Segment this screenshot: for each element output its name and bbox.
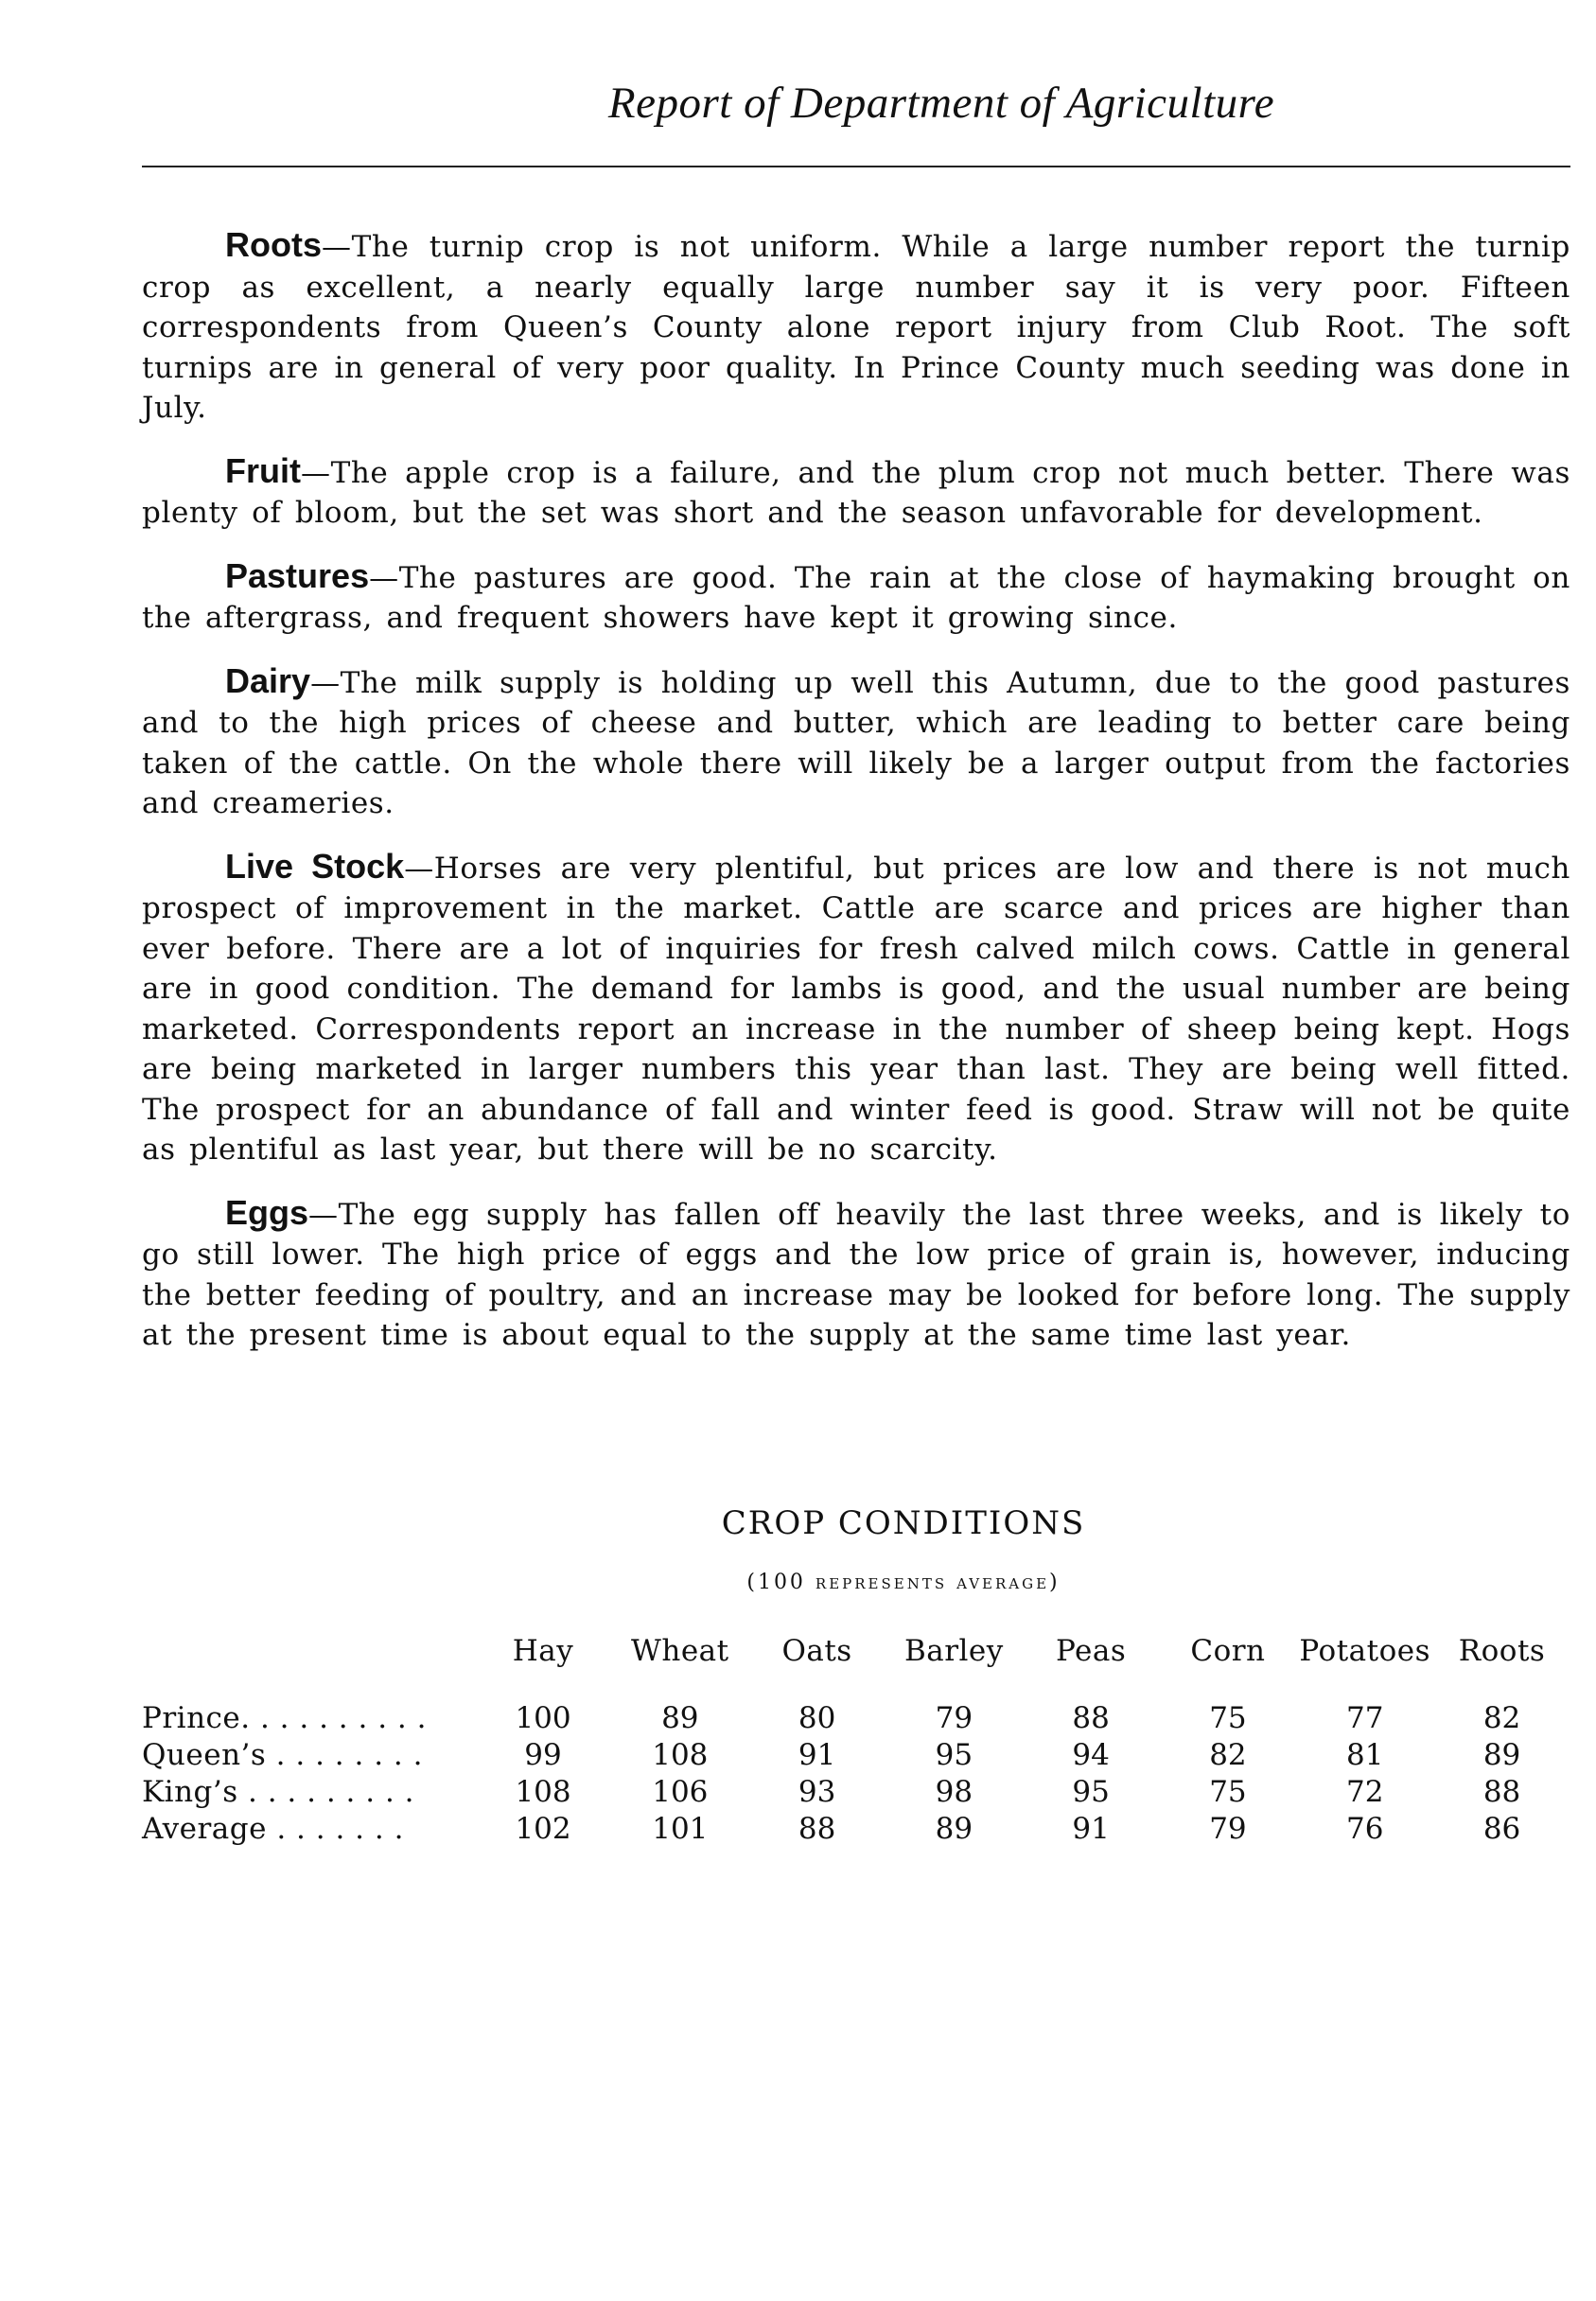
table-cell: 94 xyxy=(1072,1738,1110,1772)
paragraph-text: —The milk supply is holding up well this Autumn, due to the good pastures and to the high prices of cheese and butter, which are leading to better care being taken of the cattle. On the whole there will likely be a larger output from the factories and creameries. xyxy=(142,665,1570,820)
table-cell: 88 xyxy=(798,1812,836,1846)
paragraph-lead: Eggs xyxy=(225,1192,309,1232)
report-body xyxy=(142,225,1570,1379)
paragraph-text: —Horses are very plentiful, but prices are low and there is not much prospect of improvement in the market. Cattle are scarce and prices are higher than ever before. There are a lot of inquiries for fresh calved milch cows. Cattle in general are in good condition. The demand for lambs is good, and the usual number are being marketed. Correspondents report an increase in the number of sheep being kept. Hogs are being marketed in larger numbers this year than last. They are being well fitted. The prospect for an abundance of fall and winter feed is good. Straw will not be quite as plentiful as last year, but there will be no scarcity. xyxy=(142,851,1570,1167)
table-subtitle: (100 represents average) xyxy=(746,1571,1061,1594)
paragraph-lead: Dairy xyxy=(225,660,311,700)
table-header-row xyxy=(142,1632,1570,1700)
table-cell: 86 xyxy=(1482,1812,1521,1846)
table-cell: 93 xyxy=(798,1775,836,1809)
table-cell: 88 xyxy=(1072,1701,1110,1735)
table-cell: 108 xyxy=(652,1738,709,1772)
paragraph-text: —The apple crop is a failure, and the plum crop not much better. There was plenty of bloom, but the set was short and the season unfavorable for development. xyxy=(142,455,1570,530)
table-cell: 79 xyxy=(935,1701,973,1735)
column-header: Corn xyxy=(1190,1634,1266,1668)
header-rule xyxy=(142,166,1570,167)
table-cell: 95 xyxy=(935,1738,973,1772)
table-cell: 81 xyxy=(1345,1738,1384,1772)
table-cell: 101 xyxy=(652,1812,709,1846)
row-label: Queen’s . . . . . . . . xyxy=(142,1738,423,1772)
table-cell: 72 xyxy=(1345,1775,1384,1809)
table-cell: 76 xyxy=(1345,1812,1384,1846)
table-row xyxy=(142,1811,1570,1848)
table-cell: 80 xyxy=(798,1701,836,1735)
table-cell: 91 xyxy=(798,1738,836,1772)
running-header: Report of Department of Agriculture xyxy=(607,79,1275,128)
paragraph-pastures xyxy=(142,556,1570,639)
paragraph-eggs xyxy=(142,1193,1570,1356)
table-cell: 98 xyxy=(935,1775,973,1809)
paragraph-fruit xyxy=(142,451,1570,534)
paragraph-text: —The turnip crop is not uniform. While a large number report the turnip crop as excellent, a nearly equally large number say it is very poor. Fifteen correspondents from Queen’s County alone report injury from Club Root. The soft turnips are in general of very poor quality. In Prince County much seeding was done in July. xyxy=(142,230,1570,425)
crop-conditions-table xyxy=(142,1632,1570,1848)
table-cell: 102 xyxy=(515,1812,571,1846)
table-row xyxy=(142,1700,1570,1737)
table-cell: 106 xyxy=(652,1775,709,1809)
table-title: CROP CONDITIONS xyxy=(721,1504,1086,1542)
paragraph-text: —The pastures are good. The rain at the close of haymaking brought on the aftergrass, and frequent showers have kept it growing since. xyxy=(142,560,1570,635)
column-header: Oats xyxy=(781,1634,852,1668)
table-cell: 89 xyxy=(1482,1738,1521,1772)
table-cell: 75 xyxy=(1209,1775,1247,1809)
table-cell: 95 xyxy=(1072,1775,1110,1809)
paragraph-lead: Fruit xyxy=(225,450,301,490)
table-cell: 100 xyxy=(515,1701,571,1735)
table-cell: 79 xyxy=(1209,1812,1247,1846)
column-header: Roots xyxy=(1458,1634,1546,1668)
table-cell: 108 xyxy=(515,1775,571,1809)
table-cell: 82 xyxy=(1482,1701,1521,1735)
table-cell: 99 xyxy=(524,1738,562,1772)
paragraph-lead: Pastures xyxy=(225,555,370,595)
table-row xyxy=(142,1737,1570,1774)
paragraph-roots xyxy=(142,225,1570,429)
table-row xyxy=(142,1774,1570,1811)
table-cell: 75 xyxy=(1209,1701,1247,1735)
table-cell: 91 xyxy=(1072,1812,1110,1846)
column-header: Wheat xyxy=(631,1634,729,1668)
paragraph-dairy xyxy=(142,661,1570,824)
table-cell: 88 xyxy=(1482,1775,1521,1809)
paragraph-text: —The egg supply has fallen off heavily the last three weeks, and is likely to go still lower. The high price of eggs and the low price of grain is, however, inducing the better feeding of poultry, and an increase may be looked for before long. The supply at the present time is about equal to the supply at the same time last year. xyxy=(142,1197,1570,1352)
row-label: Prince. . . . . . . . . . xyxy=(142,1701,427,1735)
row-label-header xyxy=(142,1632,475,1700)
column-header: Hay xyxy=(512,1634,574,1668)
table-cell: 77 xyxy=(1345,1701,1384,1735)
paragraph-lead: Roots xyxy=(225,225,322,264)
table-cell: 89 xyxy=(661,1701,699,1735)
row-label: King’s . . . . . . . . . xyxy=(142,1775,415,1809)
table-cell: 89 xyxy=(935,1812,973,1846)
paragraph-live-stock xyxy=(142,847,1570,1170)
column-header: Potatoes xyxy=(1299,1634,1431,1668)
row-label: Average . . . . . . . xyxy=(142,1812,404,1846)
column-header: Barley xyxy=(903,1634,1004,1668)
column-header: Peas xyxy=(1056,1634,1127,1668)
paragraph-lead: Live Stock xyxy=(225,846,405,886)
table-cell: 82 xyxy=(1209,1738,1247,1772)
